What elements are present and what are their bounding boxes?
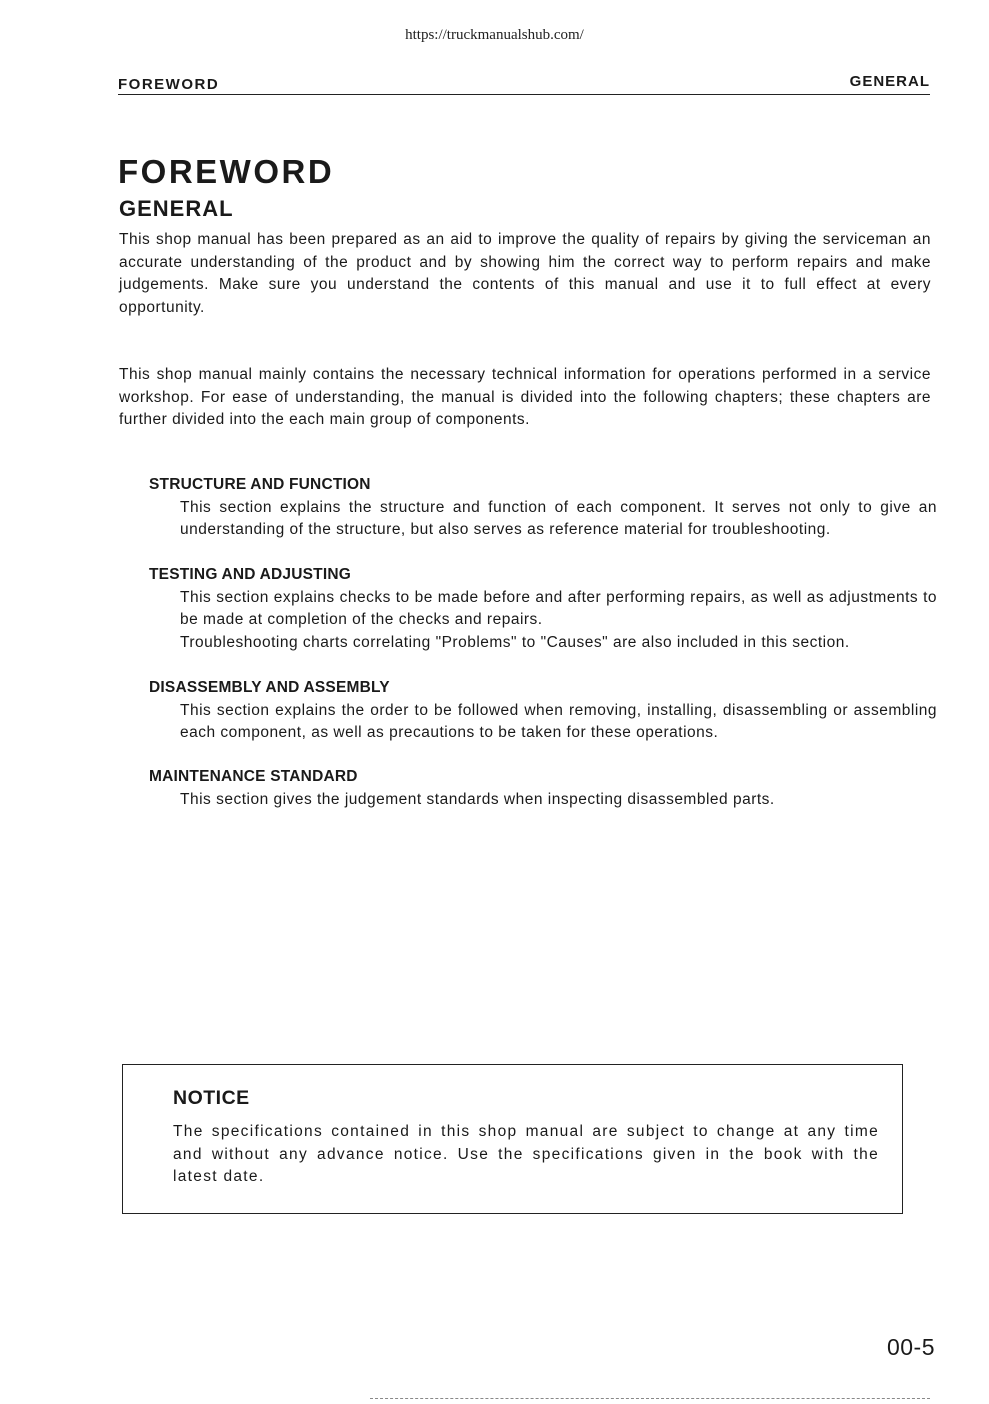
page-title: FOREWORD <box>118 153 335 190</box>
page-number: 00-5 <box>886 1334 935 1360</box>
notice-box <box>122 1064 903 1214</box>
notice-text: The specifications contained in this shop manual are subject to change at any time and without any advance notice. Use the specifications given in the book with the latest date. <box>173 1123 879 1186</box>
chapter-description: This section explains checks to be made before and after performing repairs, as well as adjustments to be made at completion of the checks and repairs. <box>180 589 937 629</box>
chapter-structure-and-function <box>149 475 937 542</box>
running-header <box>118 72 930 95</box>
bottom-rule <box>370 1398 930 1399</box>
chapter-description-extra: Troubleshooting charts correlating "Problems" to "Causes" are also included in this section. <box>180 633 850 651</box>
chapter-title: MAINTENANCE STANDARD <box>149 768 358 785</box>
chapter-disassembly-and-assembly <box>149 678 937 745</box>
chapter-title: DISASSEMBLY AND ASSEMBLY <box>149 679 390 696</box>
chapter-testing-and-adjusting <box>149 565 937 654</box>
contents-paragraph: This shop manual mainly contains the necessary technical information for operations performed in a service workshop. For ease of understanding, the manual is divided into the following chapters; these chapters are further divided into the each main group of components. <box>119 366 931 429</box>
chapter-title: STRUCTURE AND FUNCTION <box>149 476 371 493</box>
notice-title: NOTICE <box>173 1087 250 1109</box>
chapter-maintenance-standard <box>149 767 937 811</box>
source-url: https://truckmanualshub.com/ <box>405 27 584 43</box>
header-left-title: FOREWORD <box>118 76 220 93</box>
header-right-title: GENERAL <box>849 73 930 90</box>
chapter-description: This section explains the structure and function of each component. It serves not only to give an understanding of the structure, but also serves as reference material for troubleshooting. <box>180 499 937 539</box>
chapter-description: This section gives the judgement standards when inspecting disassembled parts. <box>180 791 775 808</box>
chapter-title: TESTING AND ADJUSTING <box>149 566 351 583</box>
chapter-description: This section explains the order to be followed when removing, installing, disassembling or assembling each component, as well as precautions to be taken for these operations. <box>180 702 937 742</box>
section-title: GENERAL <box>119 196 234 221</box>
intro-paragraph: This shop manual has been prepared as an aid to improve the quality of repairs by giving the serviceman an accurate understanding of the product and by showing him the correct way to perform repairs and make judgements. Make sure you understand the contents of this manual and use it to full effect at every opportunity. <box>119 231 931 316</box>
